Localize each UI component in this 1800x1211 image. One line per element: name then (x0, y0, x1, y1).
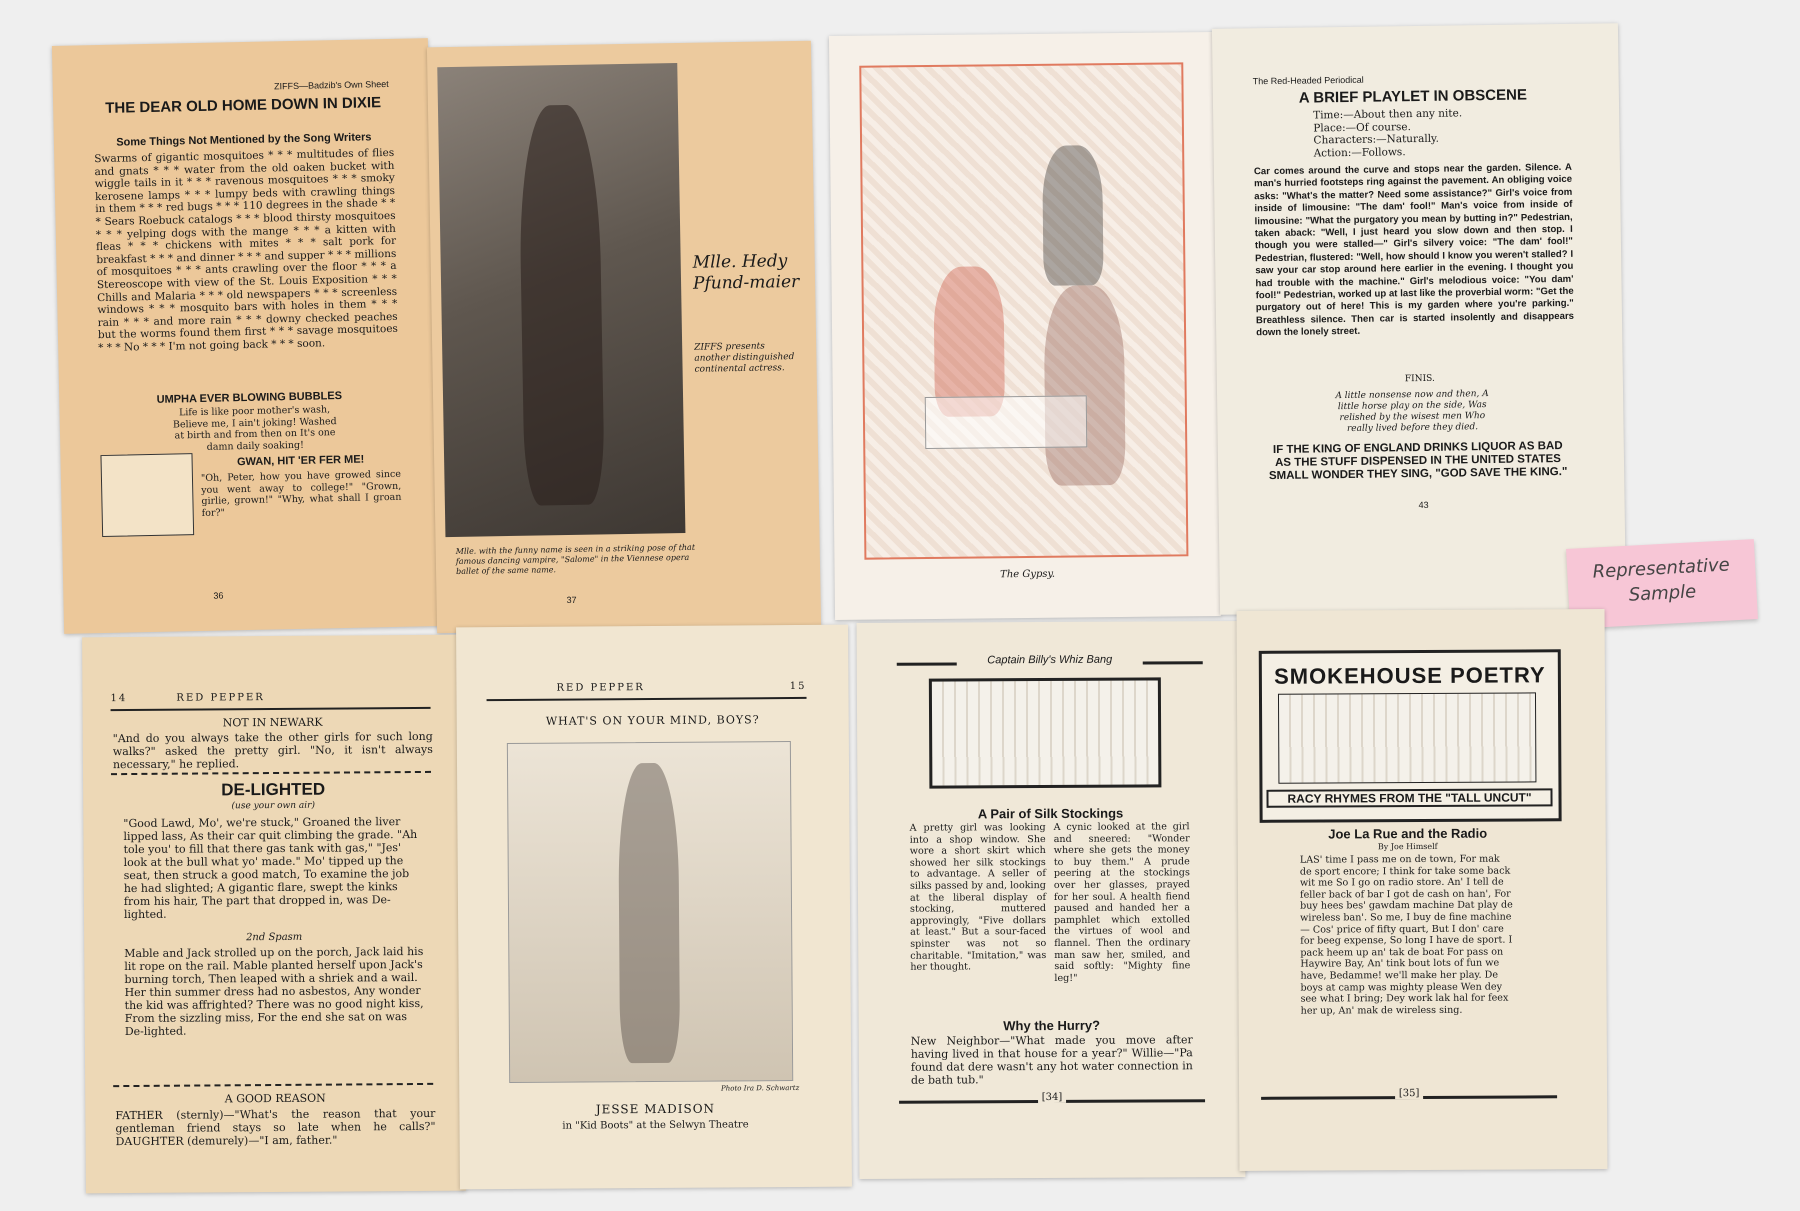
article-body: Swarms of gigantic mosquitoes * * * multitudes of flies and gnats * * * water from the old oaken bucket with wiggle tails in it * * * ravenous mosquitoes * * * smoky kerosene lamps * * * lumpy beds with crawling things in them * * * red bugs * * * 110 degrees in the shade * * * Sears Roebuck catalogs * * * blood thirsty mosquitoes * * * yelping dogs with the mange * * * a kitten with fleas * * * chickens with mites * * * salt pork for breakfast * * * and dinner * * * and supper * * * millions of mosquitoes * * * ants crawling over the floor * * * a Stereoscope with view of the St. Louis Exposition * * * Chills and Malaria * * * old newspapers * * * screenless windows * * * mosquito bars with holes in them * * * rain * * * and more rain * * * downy checked peaches but the worms found them first * * * savage mosquitoes * * * No * * * I'm not going back * * * soon. (94, 146, 399, 355)
side-title: Mlle. Hedy Pfund-maier (692, 251, 800, 294)
section-text: "And do you always take the other girls for such long walks?" asked the pretty girl. "No, it isn't always necessary," he replied. (112, 729, 433, 772)
actress-name: JESSE MADISON (595, 1101, 716, 1117)
gypsy-illustration (859, 62, 1188, 559)
section-heading: NOT IN NEWARK (222, 715, 323, 730)
poem-subtitle: (use your own air) (231, 800, 315, 812)
running-head: ZIFFS—Badzib's Own Sheet (273, 78, 389, 92)
dancer-photo (437, 63, 685, 537)
cartoon-illustration (929, 677, 1162, 788)
playlet-body: Car comes around the curve and stops near the garden. Silence. A man's hurried footsteps ring against the pavement. An obliging voice asks: "What's the matter? Need some assistance?" Girl's voice from inside of limousine: "The dam' fool!" Man's voice from inside of limousine: "What the purgatory you mean by butting in?" Pedestrian, taken aback: "Well, I just heard you slow down and then stop. I though you were stalled—" Girl's silvery voice: "The dam' fool!" Pedestrian, flustered: "Well, how should I know you weren't stalled? I saw your car stop around here earlier in the evening. I thought you had trouble with the machine." Girl's melodious voice: "You dam' fool!" Pedestrian, worked up at last like the proverbial worm: "Get the purgatory out of here! This is my garden where you're parking." Breathless silence. Then car is started insolently and disappears down the lonely street. (1253, 161, 1575, 339)
article-col-2: A cynic looked at the girl and sneered: "Wonder where she gets the money to buy them." A prude peering at the stockings over her glasses, prayed for her soul. A health fiend paused and handed her a pamphlet which extolled the virtues of wool and flannel. Then the ordinary man saw her, smiled, and said softly: "Mighty fine leg!" (1053, 821, 1191, 984)
page-number: 43 (1418, 499, 1429, 511)
actress-role: in "Kid Boots" at the Selwyn Theatre (562, 1119, 749, 1132)
section-heading: UMPHA EVER BLOWING BUBBLES (156, 390, 343, 406)
magazine-page-14 (82, 635, 466, 1194)
running-head: RED PEPPER (176, 692, 265, 704)
magazine-page-36 (52, 38, 440, 634)
section-heading: A GOOD REASON (224, 1091, 326, 1106)
poem-byline: By Joe Himself (1377, 841, 1438, 852)
poem-spasm: 2nd Spasm (246, 931, 303, 944)
magazine-page-43 (1212, 23, 1626, 615)
page-header (496, 681, 806, 694)
closing-quip: IF THE KING OF ENGLAND DRINKS LIQUOR AS BAD AS THE STUFF DISPENSED IN THE UNITED STATES SMALL WONDER THEY SING, "GOD SAVE THE KING." (1268, 440, 1568, 483)
banner-box (1259, 649, 1562, 823)
poem-title: DE-LIGHTED (221, 779, 326, 800)
side-text: ZIFFS presents another distinguished continental actress. (694, 341, 795, 375)
gypsy-illustration-page (829, 32, 1221, 620)
illustration-caption: The Gypsy. (1000, 568, 1056, 581)
running-head: RED PEPPER (556, 682, 645, 694)
magazine-page-35 (1237, 609, 1608, 1171)
page-number: [35] (1239, 1087, 1579, 1100)
banner-subtitle: RACY RHYMES FROM THE "TALL UNCUT" (1266, 788, 1552, 807)
cartoon-illustration (100, 453, 194, 537)
page-number: [34] (859, 1091, 1245, 1104)
cast-list: Time:—About then any nite. Place:—Of course. Characters:—Naturally. Action:—Follows. (1313, 107, 1463, 159)
magazine-page-34 (857, 621, 1246, 1179)
actress-photo (507, 741, 793, 1083)
magazine-page-15 (456, 625, 852, 1190)
verse: A little nonsense now and then, A little horse play on the side, Was relished by the wisest men Who really lived before they died. (1335, 389, 1489, 435)
article-title: A BRIEF PLAYLET IN OBSCENE (1298, 86, 1528, 107)
page-number: 14 (110, 693, 128, 705)
poem-verse: LAS' time I pass me on de town, For mak de sport encore; I think for take some back wit me So I go on radio store. An' I tell de feller back of bar I got de cash on han', For buy hees bes' gawdam machine Dat play de wireless ban'. So me, I buy de fine machine— Cos' price of fifty quart, But I don' care for beeg expense, So long I have de sport. I pack heem up an' tak de boat For pass on Haywire Bay, An' tink bout lots of fun we have, Bedamme! we'll make her play. De boys at camp was mighty please Wen dey see what I bring; Dey work lak hal for feex her up, An' mak de wireless sing. (1299, 853, 1513, 1017)
finis: FINIS. (1404, 373, 1435, 385)
section-text: FATHER (sternly)—"What's the reason that your gentleman friend stays so late when he calls?" DAUGHTER (demurely)—"I am, father." (115, 1106, 436, 1149)
page-number: 15 (789, 680, 807, 693)
article-title: A Pair of Silk Stockings (977, 805, 1124, 822)
page-title: WHAT'S ON YOUR MIND, BOYS? (545, 713, 760, 728)
poem-verse-2: Mable and Jack strolled up on the porch, Jack laid his lit rope on the rail. Mable planted herself upon Jack's burning torch, Then leaped with a shriek and a wail. Her thin summer dress had no asbestos, Any wonder the kid was affrighted? There was no good night kiss, From the sizzling miss, For the end she sat on was De-lighted. (124, 944, 424, 1039)
banner-title: SMOKEHOUSE POETRY (1273, 662, 1546, 689)
photo-caption: Mlle. with the funny name is seen in a striking pose of that famous dancing vampire, "Salome" in the Viennese opera ballet of the same name. (455, 542, 696, 576)
poem-verse-1: "Good Lawd, Mo', we're stuck," Groaned the liver lipped lass, As their car quit climbing the grade. "Ah tole you' to fill that there gas tank with gas," "Jes' look at the bull what yo' made." Mo' tipped up the seat, then struck a good match, To examine the job he had slighted; A gigantic flare, swept the kinks from his hair, The part that dropped in, was De-lighted. (123, 815, 418, 922)
running-head: The Red-Headed Periodical (1252, 74, 1364, 87)
running-head: Captain Billy's Whiz Bang (987, 653, 1113, 667)
section-heading: GWAN, HIT 'ER FER ME! (236, 453, 365, 469)
verse: Life is like poor mother's wash, Believe me, I ain't joking! Washed at birth and from then on It's one damn daily soaking! (172, 404, 337, 453)
page-number: 37 (566, 594, 577, 606)
section-heading: Why the Hurry? (1003, 1017, 1101, 1034)
article-col-1: A pretty girl was looking into a shop window. She wore a short skirt which showed her silk stockings to advantage. A seller of silks passed by and, looking at the liberal display of stocking, muttered approvingly, "Five dollars at least." But a sour-faced spinster was not so charitable. "Imitation," was her thought. (909, 822, 1047, 973)
page-header (110, 691, 430, 704)
page-number: 36 (213, 590, 224, 601)
section-text: New Neighbor—"What made you move after having lived in that house for a year?" Willie—"Pa found dat dere wasn't any hot water connection in de bath tub." (910, 1033, 1193, 1087)
poem-title: Joe La Rue and the Radio (1328, 825, 1488, 842)
dialog: "Oh, Peter, how you have growed since you went away to college!" "Grown, girlie, grown!" "Why, what shall I groan for?" (200, 468, 402, 519)
banner-illustration (1278, 692, 1536, 783)
note-line-2: Sample (1628, 581, 1697, 606)
photo-credit: Photo Ira D. Schwartz (720, 1083, 800, 1093)
article-subtitle: Some Things Not Mentioned by the Song Writers (116, 131, 372, 149)
note-line-1: Representative (1592, 554, 1731, 583)
article-title: THE DEAR OLD HOME DOWN IN DIXIE (105, 94, 382, 117)
magazine-page-37 (427, 41, 821, 634)
